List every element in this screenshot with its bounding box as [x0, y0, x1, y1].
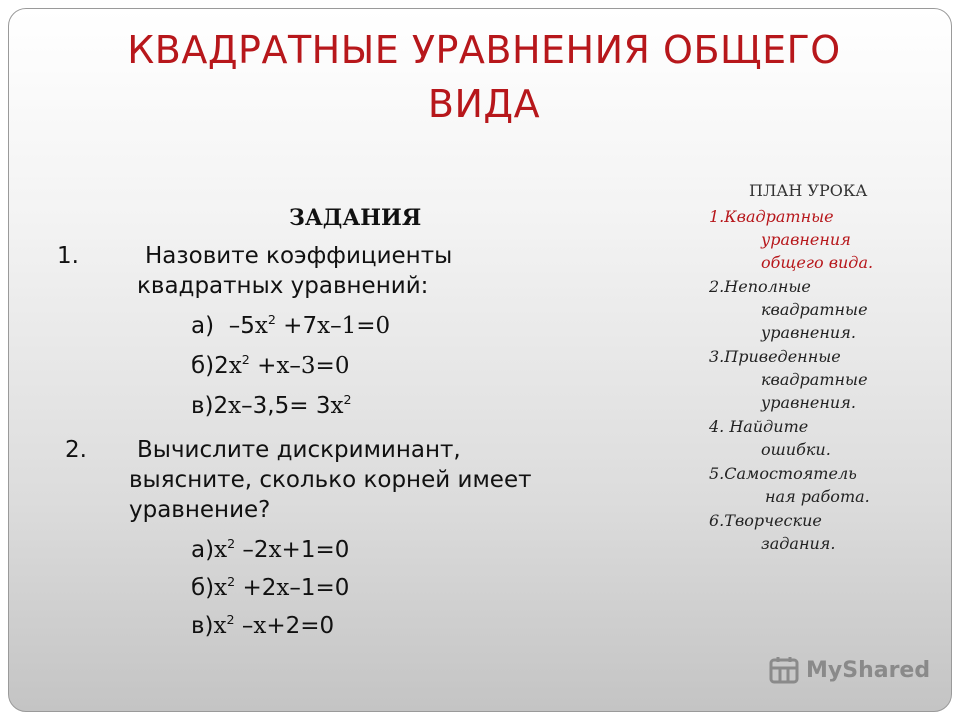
plan-line: ная работа.: [765, 487, 870, 506]
task1-equation-c: $в)2x-3,5= 3x^2$: [191, 392, 352, 419]
plan-line: квадратные: [761, 300, 868, 319]
plan-line: ошибки.: [761, 440, 831, 459]
myshared-logo-icon: [768, 656, 802, 688]
title-line-1: КВАДРАТНЫЕ УРАВНЕНИЯ ОБЩЕГО: [127, 28, 841, 72]
task1-line1: Назовите коэффициенты: [145, 243, 453, 269]
plan-line: 2.Неполные: [709, 277, 811, 296]
task1-number: 1.: [57, 243, 79, 269]
plan-line: уравнения.: [761, 393, 856, 412]
plan-line: задания.: [761, 534, 836, 553]
myshared-text: MyShared: [806, 658, 931, 683]
slide: [8, 8, 952, 712]
task2-equation-a: $а)x^2$ –2x+1=0: [191, 536, 350, 563]
task2-line1: Вычислите дискриминант,: [137, 437, 461, 463]
task2-line3: уравнение?: [129, 497, 271, 523]
task2-line2: выясните, сколько корней имеет: [129, 467, 532, 493]
tasks-block: [9, 9, 709, 709]
plan-line: уравнения.: [761, 323, 856, 342]
myshared-watermark: [768, 656, 931, 690]
task2-equation-c: $в)x^2$ –x+2=0: [191, 612, 335, 639]
plan-line: 3.Приведенные: [709, 347, 841, 366]
plan-line: уравнения: [761, 230, 851, 249]
plan-heading: ПЛАН УРОКА: [749, 181, 868, 200]
title-line-2: ВИДА: [427, 82, 541, 126]
task1-line2: квадратных уравнений:: [137, 273, 429, 299]
task1-equation-a: а) $-5x^2 +7x-1=0$: [191, 312, 391, 339]
plan-line: 5.Самостоятель: [709, 464, 857, 483]
task2-equation-b: $б)x^2 +2x-1=0$: [191, 574, 350, 601]
plan-line: квадратные: [761, 370, 868, 389]
task2-number: 2.: [65, 437, 87, 463]
plan-line: общего вида.: [761, 253, 874, 272]
plan-line: 6.Творческие: [709, 511, 822, 530]
tasks-heading: ЗАДАНИЯ: [289, 205, 422, 231]
task1-equation-b: $б)2x^2 +x-3=0$: [191, 352, 350, 379]
plan-line: 1.Квадратные: [709, 207, 834, 226]
plan-line: 4. Найдите: [709, 417, 809, 436]
